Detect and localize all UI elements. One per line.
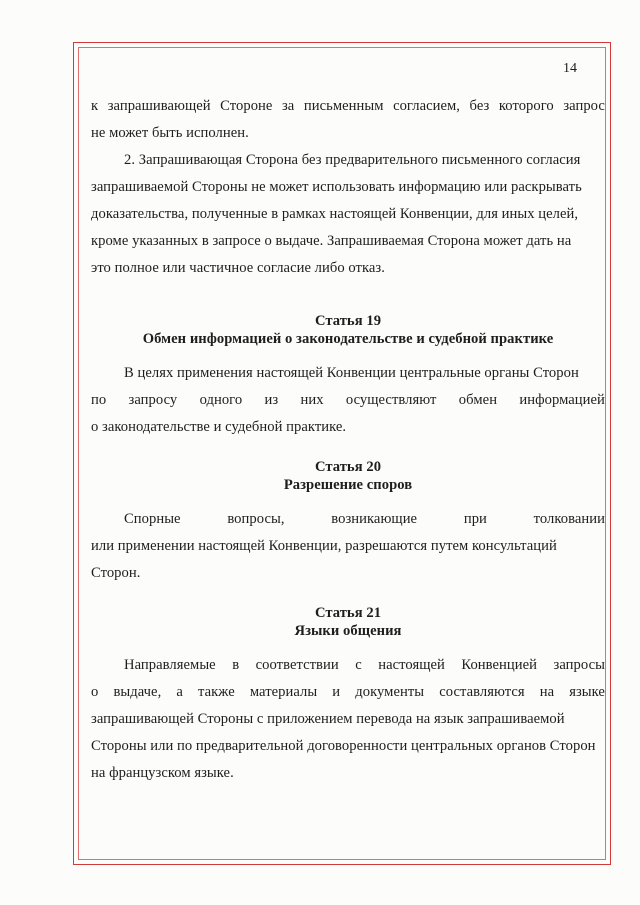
- text-line-justified: Спорные вопросы, возникающие при толковании: [124, 511, 605, 527]
- text-line-justified: о выдаче, а также материалы и документы составляются на языке: [91, 684, 605, 700]
- text-line: В целях применения настоящей Конвенции центральные органы Сторон: [124, 365, 579, 381]
- text-line-justified: по запросу одного из них осуществляют обмен информацией: [91, 392, 605, 408]
- text-line: не может быть исполнен.: [91, 125, 249, 141]
- article-number: Статья 21: [314, 605, 382, 621]
- text-line: Стороны или по предварительной договоренности центральных органов Сторон: [91, 738, 596, 754]
- text-line: Сторон.: [91, 565, 141, 581]
- article-title: Разрешение споров: [283, 477, 413, 493]
- text-line: это полное или частичное согласие либо отказ.: [91, 260, 385, 276]
- text-line: или применении настоящей Конвенции, разрешаются путем консультаций: [91, 538, 557, 554]
- text-line: доказательства, полученные в рамках настоящей Конвенции, для иных целей,: [91, 206, 579, 222]
- text-line: кроме указанных в запросе о выдаче. Запрашиваемая Сторона может дать на: [91, 233, 572, 249]
- article-number: Статья 19: [314, 313, 382, 329]
- page-number: 14: [563, 61, 577, 76]
- text-line: запрашиваемой Стороны не может использовать информацию или раскрывать: [91, 179, 582, 195]
- text-line: запрашивающей Стороны с приложением перевода на язык запрашиваемой: [91, 711, 565, 727]
- text-line: 2. Запрашивающая Сторона без предварительного письменного согласия: [124, 152, 581, 168]
- text-line: Направляемые в соответствии с настоящей Конвенцией запросы: [124, 657, 605, 673]
- text-line: к запрашивающей Стороне за письменным согласием, без которого запрос: [91, 98, 605, 114]
- article-title: Языки общения: [294, 623, 402, 639]
- article-number: Статья 20: [314, 459, 382, 475]
- article-title: Обмен информацией о законодательстве и судебной практике: [142, 331, 554, 347]
- text-line: на французском языке.: [91, 765, 234, 781]
- text-line: о законодательстве и судебной практике.: [91, 419, 347, 435]
